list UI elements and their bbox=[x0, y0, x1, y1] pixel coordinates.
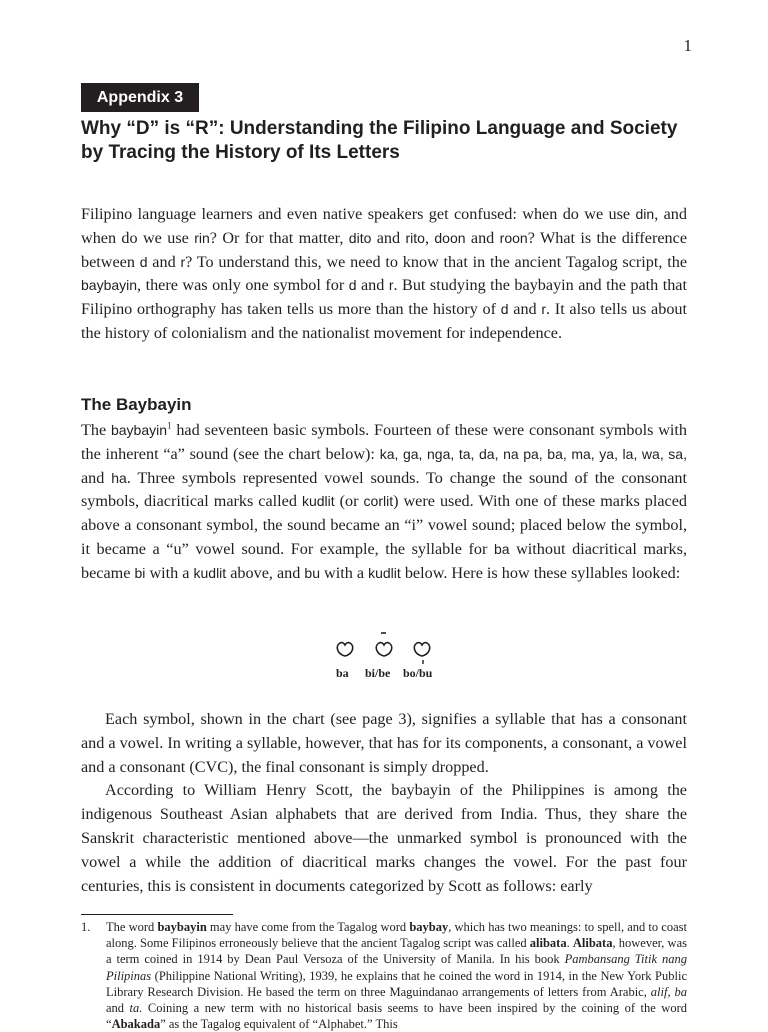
page-number: 1 bbox=[683, 36, 692, 55]
baybayin-ba-glyph bbox=[334, 636, 356, 660]
document-title: Why “D” is “R”: Understanding the Filipino Language and Society by Tracing the History of Its Letters bbox=[81, 118, 678, 163]
paragraph-scott: According to William Henry Scott, the baybayin of the Philippines is among the indigenous Southeast Asian alphabets that are derived from India. Thus, they share the Sanskrit characteristic mentioned above—the unmarked symbol is pronounced with the vowel a while the addition of diacritical marks changes the vowel. For the past four centuries, this is consistent in documents categorized by Scott as follows: early bbox=[81, 781, 687, 895]
continuation-text bbox=[81, 708, 687, 898]
glyph-label-bo-bu: bo/bu bbox=[403, 666, 433, 680]
glyph-label-bi-be: bi/be bbox=[365, 666, 391, 680]
footnote-number: 1. bbox=[81, 920, 91, 934]
section-heading: The Baybayin bbox=[81, 395, 192, 414]
baybayin-syllable-chart bbox=[330, 636, 440, 686]
baybayin-paragraph: The baybayin$^1$ had seventeen basic symbols. Fourteen of these were consonant symbols with the inherent “a” sound (see the chart below): ka, ga, nga, ta, da, na pa, ba, ma, ya, la, wa, sa, and ha. Three symbols represented vowel sounds. To change the sound of the consonant symbols, diacritical marks called kudlit (or corlit) were used. With one of these marks placed above a consonant symbol, the sound became an “i” vowel sound; placed below the symbol, it became a “u” vowel sound. For example, the syllable for ba without diacritical marks, became bi with a kudlit above, and bu with a kudlit below. Here is how these syllables looked: bbox=[81, 420, 688, 582]
footnote-divider bbox=[81, 914, 233, 915]
appendix-label: Appendix 3 bbox=[81, 83, 199, 112]
baybayin-bu-glyph bbox=[411, 636, 433, 666]
baybayin-bi-glyph bbox=[373, 630, 395, 660]
footnote-text: The word baybayin may have come from the Tagalog word baybay, which has two meanings: to spell, and to coast along. Some Filipinos erroneously believe that the ancient Tagalog script was called alibata. Alibata, however, was a term coined in 1914 by Dean Paul Versoza of the University of Manila. In his book Pambansang Titik nang Pilipinas (Philippine National Writing), 1939, he explains that he coined the word in 1914, in the New York Public Library Research Division. He based the term on three Maguindanao arrangements of letters from Arabic, alif, ba and ta. Coining a new term with no historical basis seems to have been inspired by the coining of the word “Abakada” as the Tagalog equivalent of “Alphabet.” This bbox=[106, 920, 688, 1032]
intro-paragraph: Filipino language learners and even native speakers get confused: when do we use din, and when do we use rin? Or for that matter, dito and rito, doon and roon? What is the difference between d and r? To understand this, we need to know that in the ancient Tagalog script, the baybayin, there was only one symbol for d and r. But studying the baybayin and the path that Filipino orthography has taken tells us more than the history of d and r. It also tells us about the history of colonialism and the nationalist movement for independence. bbox=[81, 205, 688, 342]
footnote bbox=[81, 919, 688, 1032]
paragraph-cvc: Each symbol, shown in the chart (see page 3), signifies a syllable that has a consonant and a vowel. In writing a syllable, however, that has for its components, a consonant, a vowel and a consonant (CVC), the final consonant is simply dropped. bbox=[81, 710, 687, 776]
footnote-reference: 1 bbox=[167, 420, 172, 431]
glyph-label-ba: ba bbox=[336, 666, 349, 680]
